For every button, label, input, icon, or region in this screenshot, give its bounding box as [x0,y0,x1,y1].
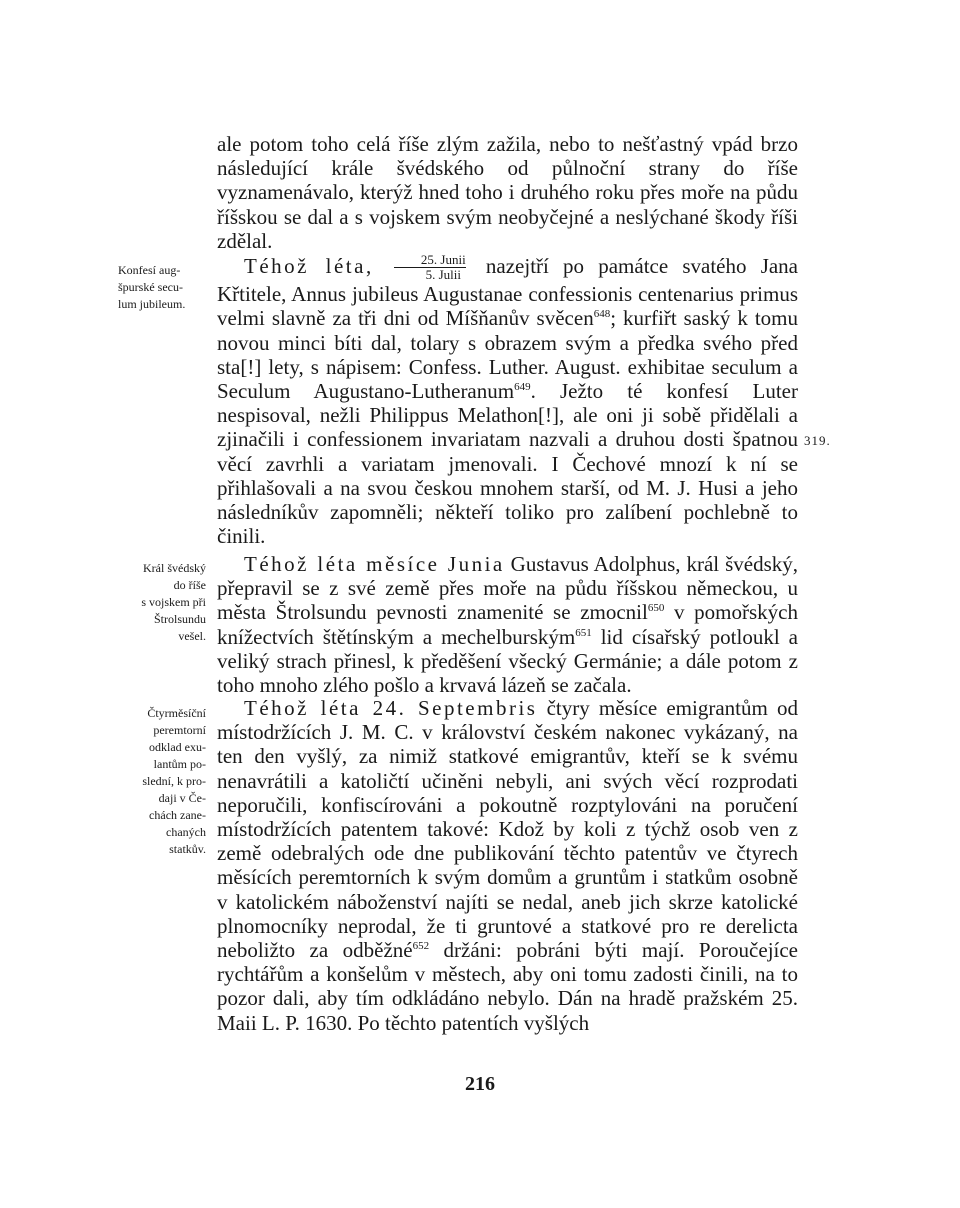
date-bottom: 5. Julii [425,267,461,283]
paragraph-3 [217,552,798,697]
margin-note-confession: Konfesí aug- špurské secu- lum jubileum. [118,263,186,311]
paragraph-2-text-c: . Ježto té konfesí Luter nespisoval, nežli Philippus Melathon[!], ale oni ji sobě přidělali a zjinačili i confessionem invariatam nazvali a druhou dosti špatnou věcí zavrhli a variatam jmenovali. I Čechové mnozí k ní se přihlašovali a na svou českou mnohem starší, od M. J. Husi a jeho následníkův zapomněli; někteří toliko pro zalíbení pochlebně to činili. [217,379,798,549]
main-text [217,132,798,253]
paragraph-3-block [217,552,798,697]
margin-note-swedish-king: Král švédský do říše s vojskem při Štrolsundu vešel. [141,561,206,643]
paragraph-4 [217,696,798,1035]
paragraph-3-text-a: Gustavus Adolphus, král švédský, přepravil se z své země přes moře na půdu říšskou německou, u města Štrolsundu pevnosti znamenité se zmocnil [217,552,798,625]
date-fraction [394,253,466,281]
date-top: 25. Junii [394,253,466,268]
margin-note-emigrants: Čtyrměsíční peremtorní odklad exu- lantům po- slední, k pro- daji v Če- chách zane- chaných statkův. [142,706,206,856]
folio-reference: 319. [804,433,831,448]
paragraph-3-text-b: v pomořských knížectvích štětínským a mechelburským [217,600,798,649]
paragraph-3-lead: Téhož léta měsíce Junia [244,552,505,576]
paragraph-1: ale potom toho celá říše zlým zažila, nebo to nešťastný vpád brzo následující krále švédského od půlnoční strany do říše vyznamenávalo, kterýž hned toho i druhého roku přes moře na půdu říšskou se dal a s vojskem svým neobyčejné a neslýchané škody říši zdělal. [217,132,798,253]
paragraph-2 [217,254,798,548]
paragraph-4-block [217,696,798,1035]
paragraph-2-lead: Téhož léta, [244,254,374,278]
paragraph-2-text-b: ; kurfiřt saský k tomu novou minci bíti dal, tolary s obrazem svým a předka svého před sta[!] lety, s nápisem: Confess. Luther. August. exhibitae seculum a Seculum Augustano-Lutheranum [217,306,798,403]
page-number: 216 [465,1073,495,1095]
paragraph-4-text-b: držáni: pobráni býti mají. Poroučejíce rychtářům a konšelům v městech, aby oni tomu zadosti činili, na to pozor dali, aby tím odkládáno nebylo. Dán na hradě pražském 25. Maii L. P. 1630. Po těchto patentích vyšlých [217,938,799,1035]
footnote-648: 648 [593,308,611,321]
footnote-651: 651 [575,626,592,639]
paragraph-2-text-a: nazejtří po památce svatého Jana Křtitele, Annus jubileus Augustanae confessionis centenarius primus velmi slavně za tři dni od Míšňanův svěcen [217,254,799,331]
paragraph-3-text-c: lid císařský potloukl a veliký strach přinesl, k předěšení všecký Germánie; a dále potom z toho mnoho zlého pošlo a krvavá lázeň se začala. [217,624,798,698]
footnote-650: 650 [647,602,665,615]
footnote-649: 649 [514,381,531,393]
paragraph-4-text-a: čtyry měsíce emigrantům od místodržících J. M. C. v království českém nakonec vykázaný, na ten den vyšlý, za nimiž statkové emigrantův, kteří se k svému nenavrátili a katoličtí učiněni nebyli, ani svých věcí rozprodati neporučili, konfiscírováni a pokoutně rozptylováni na poručení místodržících patentem takové: Kdož by koli z týchž osob ven z země odebralých ode dne publikování těchto patentův ve čtyrech měsících peremtorních k svým domům a gruntům i statkům osobně v katolickém náboženství najíti se nedal, aneb jich skrze katolické plnomocníky neprodal, že ti gruntové a statkové pro re derelicta neboližto za odběžné [217,696,798,963]
paragraph-2-block [217,254,798,548]
footnote-652: 652 [412,940,430,953]
paragraph-4-lead: Téhož léta 24. Septembris [244,696,538,720]
